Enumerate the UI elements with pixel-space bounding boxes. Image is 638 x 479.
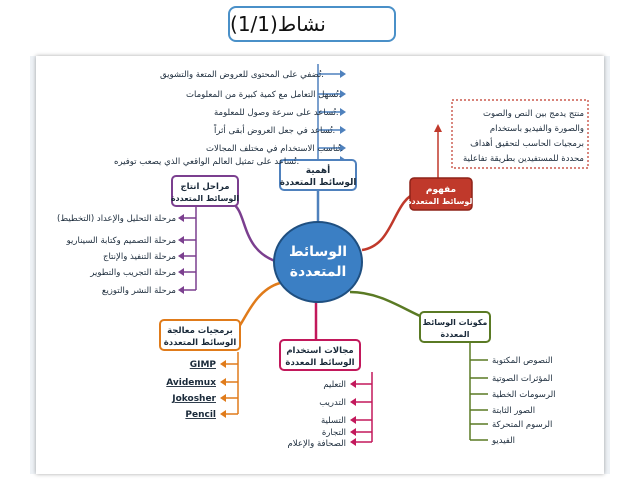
stages-arrowheads (178, 214, 184, 294)
fields-item-3: التسلية (320, 416, 346, 426)
fields-arrowheads (350, 380, 356, 446)
connector-software (238, 283, 280, 328)
components-item-2: المؤثرات الصوتية (492, 374, 553, 384)
software-item-gimp: GIMP (189, 360, 216, 370)
components-label-line2: المعددة (440, 330, 470, 339)
fields-item-4: التجارة (321, 428, 346, 438)
software-item-jokosher: Jokosher (172, 394, 216, 404)
stages-item-2: مرحلة التصميم وكتابة السيناريو (66, 236, 176, 246)
software-item-pencil: Pencil (185, 410, 216, 420)
fields-item-5: الصحافة والإعلام (287, 439, 346, 449)
software-item-avidemux: Avidemux (166, 378, 216, 388)
stages-arrows (184, 206, 196, 290)
stages-item-4: مرحلة التجريب والتطوير (90, 268, 176, 278)
importance-item-6: تُساعد على تمثيل العالم الواقعي الذي يصعب توفيره. (114, 157, 300, 167)
software-label-line2: الوسائط المتعددة (163, 338, 237, 348)
center-label-line1: الوسائط (288, 244, 348, 260)
importance-item-3: تُساعد على سرعة وصول للمعلومة. (214, 108, 339, 118)
connector-stages (232, 203, 278, 262)
importance-item-5: تُناسب الاستخدام في مختلف المجالات. (206, 144, 344, 154)
components-item-3: الرسومات الخطية (492, 390, 556, 400)
software-label-line1: برمجيات معالجة (167, 326, 233, 336)
fields-arrows (356, 372, 372, 442)
importance-label-line1: أهمية (305, 166, 331, 176)
components-item-4: الصور الثابتة (492, 406, 536, 416)
components-label-line1: مكونات الوسائط (422, 318, 488, 327)
software-arrows (226, 352, 238, 414)
stages-items (57, 214, 176, 296)
importance-item-4: تُساعد في جعل العروض أبقى أثراً. (214, 126, 336, 136)
software-arrowheads (220, 360, 226, 418)
stages-item-1: مرحلة التحليل والإعداد (التخطيط) (56, 214, 176, 224)
components-item-5: الرسوم المتحركة (492, 420, 553, 430)
stages-item-3: مرحلة التنفيذ والإنتاج (102, 252, 176, 262)
importance-label-line2: الوسائط المتعددة (279, 178, 357, 188)
concept-arrowhead (434, 124, 442, 132)
stages-item-5: مرحلة النشر والتوزيع (101, 286, 176, 296)
components-items (491, 356, 556, 446)
components-item-1: النصوص المكتوبة (492, 356, 553, 366)
components-item-6: الفيديو (492, 436, 516, 446)
fields-label-line2: الوسائط المعددة (285, 358, 355, 368)
concept-line-4: محددة للمستفيدين بطريقة تفاعلية (463, 154, 584, 164)
importance-items (114, 70, 343, 167)
stages-label-line2: الوسائط المتعددة (170, 194, 240, 203)
stages-label-line1: مراحل انتاج (180, 182, 230, 192)
concept-line-2: والصورة والفيديو باستخدام (489, 124, 584, 134)
concept-line-1: منتج يدمج بين النص والصوت (483, 109, 584, 119)
center-label-line2: المتعددة (289, 264, 347, 280)
concept-line-3: برمجيات الحاسب لتحقيق أهداف (470, 139, 584, 149)
importance-item-2: تُسهل التعامل مع كمية كبيرة من المعلومات. (186, 90, 342, 100)
importance-item-1: تُضفي على المحتوى للعروض المتعة والتشويق. (160, 70, 324, 80)
fields-items (288, 380, 346, 449)
activity-title: نشاط(1/1) (230, 12, 326, 36)
fields-item-2: التدريب (319, 398, 346, 408)
center-node (274, 222, 362, 302)
fields-label-line1: مجالات استخدام (286, 346, 354, 356)
components-arrows (470, 340, 488, 440)
fields-item-1: التعليم (323, 380, 346, 390)
software-items (166, 360, 216, 420)
concept-label-line1: مفهوم (425, 185, 457, 195)
concept-label-line2: الوسائط المتعددة (406, 197, 476, 206)
